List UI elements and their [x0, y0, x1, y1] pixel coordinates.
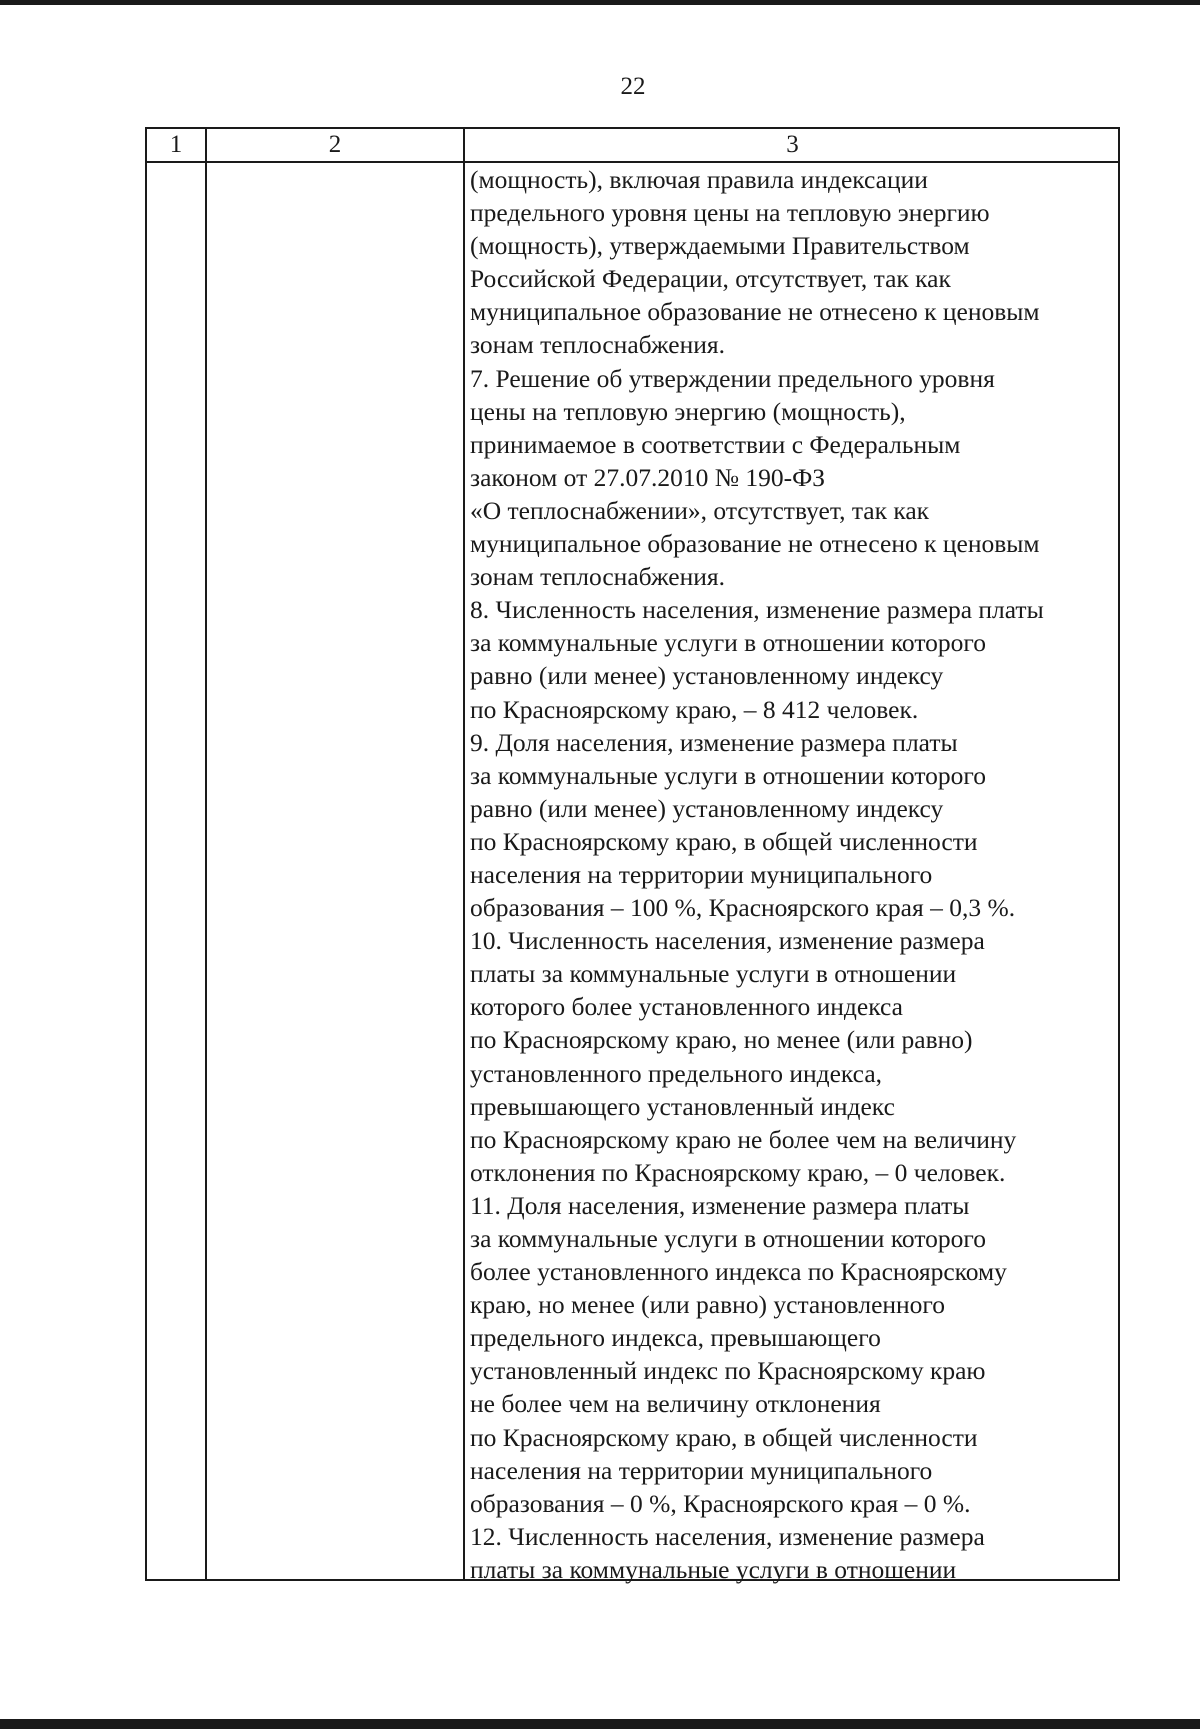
column-divider-2: [463, 129, 465, 1579]
text-line: за коммунальные услуги в отношении которого: [470, 1224, 986, 1253]
scan-edge-bottom: [0, 1719, 1200, 1729]
text-line: 11. Доля населения, изменение размера платы: [470, 1190, 970, 1220]
column-divider-1: [205, 129, 207, 1579]
text-line: краю, но менее (или равно) установленного: [470, 1290, 945, 1320]
text-line: равно (или менее) установленному индексу: [470, 661, 944, 691]
text-line: платы за коммунальные услуги в отношении: [470, 959, 957, 989]
text-line: за коммунальные услуги в отношении которого: [470, 628, 986, 658]
text-line: равно (или менее) установленному индексу: [470, 793, 944, 823]
text-line: цены на тепловую энергию (мощность),: [470, 396, 906, 426]
text-line: 10. Численность населения, изменение размера: [470, 926, 985, 956]
text-line: законом от 27.07.2010 № 190-ФЗ: [470, 462, 826, 492]
text-line: зонам теплоснабжения.: [470, 330, 725, 360]
column-header-1: 1: [169, 131, 183, 158]
text-line: установленный индекс по Красноярскому краю: [470, 1356, 986, 1386]
page-number: 22: [620, 73, 646, 100]
text-line: муниципальное образование не отнесено к ценовым: [470, 529, 1040, 559]
text-line: превышающего установленный индекс: [470, 1091, 895, 1121]
text-line: принимаемое в соответствии с Федеральным: [470, 429, 961, 459]
text-line: населения на территории муниципального: [470, 859, 933, 889]
text-line: по Красноярскому краю не более чем на величину: [470, 1124, 1017, 1154]
text-line: Российской Федерации, отсутствует, так как: [470, 264, 951, 294]
text-line: платы за коммунальные услуги в отношении: [470, 1554, 957, 1584]
text-line: (мощность), включая правила индексации: [470, 165, 928, 194]
text-line: по Красноярскому краю, но менее (или равно): [470, 1025, 973, 1055]
text-line: не более чем на величину отклонения: [470, 1389, 881, 1419]
text-line: за коммунальные услуги в отношении которого: [470, 760, 986, 790]
column-header-3: 3: [786, 131, 799, 158]
column-3-cell-text: [470, 163, 1120, 1586]
text-line: (мощность), утверждаемыми Правительством: [470, 231, 970, 261]
text-line: по Красноярскому краю, в общей численности: [470, 826, 978, 856]
text-line: образования – 100 %, Красноярского края – 0,3 %.: [470, 893, 1016, 923]
column-header-2: 2: [328, 131, 342, 158]
text-line: предельного индекса, превышающего: [470, 1323, 881, 1353]
data-table: [145, 127, 1120, 1584]
text-line: 8. Численность населения, изменение размера платы: [470, 595, 1044, 625]
text-line: 9. Доля населения, изменение размера платы: [470, 727, 958, 757]
text-line: установленного предельного индекса,: [470, 1058, 883, 1088]
text-line: «О теплоснабжении», отсутствует, так как: [470, 495, 930, 525]
text-line: муниципальное образование не отнесено к ценовым: [470, 297, 1040, 327]
text-line: 12. Численность населения, изменение размера: [470, 1521, 985, 1551]
text-line: 7. Решение об утверждении предельного уровня: [470, 363, 995, 393]
text-line: населения на территории муниципального: [470, 1455, 933, 1485]
text-line: предельного уровня цены на тепловую энергию: [470, 198, 990, 228]
scan-edge-top: [0, 0, 1200, 5]
text-line: зонам теплоснабжения.: [470, 562, 725, 592]
text-line: образования – 0 %, Красноярского края – 0 %.: [470, 1488, 971, 1518]
text-line: отклонения по Красноярскому краю, – 0 человек.: [470, 1157, 1006, 1187]
text-line: которого более установленного индекса: [470, 992, 903, 1022]
text-line: более установленного индекса по Красноярскому: [470, 1257, 1007, 1287]
text-line: по Красноярскому краю, в общей численности: [470, 1422, 978, 1452]
text-line: по Красноярскому краю, – 8 412 человек.: [470, 694, 919, 724]
